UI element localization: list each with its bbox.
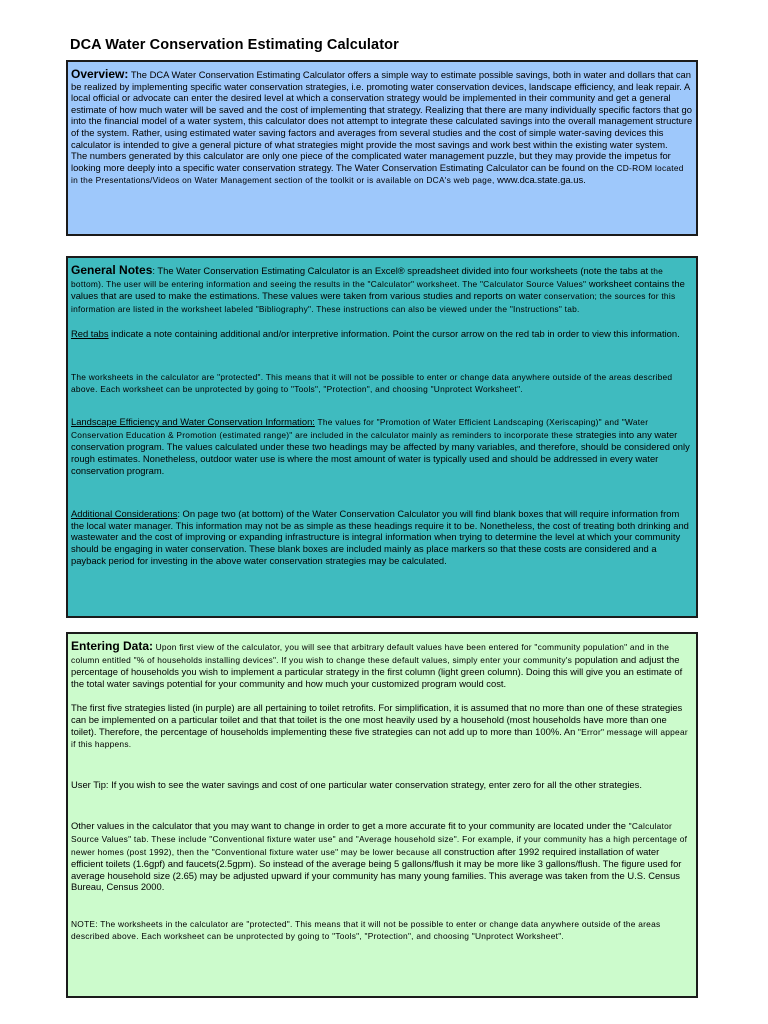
additional-label: Additional Considerations — [71, 508, 178, 520]
notes-text-1a: : The Water Conservation Estimating Calculator is an Excel® spreadsheet divided into four worksheets (note the tabs at — [152, 265, 649, 276]
entering-text-3c: construction after 1992 required installation of water efficient toilets (1.6gpf) and faucets(2.5gpm). So instead of the average being 5 gallons/flush it may be more like 3 gallons/flush. The figure used for average household size (2.65) may be adjusted upward if your community has many young families. This average was taken from the U.S. Census Bureau, Census 2000. — [71, 845, 682, 893]
red-tabs-label: Red tabs — [71, 328, 109, 340]
overview-text-2b: CD-ROM located in the Presentations/Videos on Water Management section of the toolkit or is available on DCA's web page, — [71, 162, 684, 186]
entering-text-1b: population and adjust the percentage of households you wish to implement a particular strategy in the first column (light green column). Doing this will give you an estimate of the total water savings potential for your community and how much your customized program would cost. — [71, 653, 683, 689]
entering-text-3b: "Calculator Source Values" tab. These include "Conventional fixture water use" and "Average household size". For example, if your community has a high percentage of newer homes (post 1992), then the "Conventional fixture water use" may be lower because all — [71, 821, 688, 857]
overview-text-2a: The numbers generated by this calculator are only one piece of the complicated water management puzzle, but they may provide the impetus for looking more deeply into a specific water conservation strategy. The Water Conservation Estimating Calculator can be found on the — [71, 150, 671, 173]
overview-link[interactable]: www.dca.state.ga.us. — [497, 174, 586, 186]
additional-text: : On page two (at bottom) of the Water Conservation Calculator you will find blank boxes that will require information from the local water manager. This information may not be as simple as these headings require it to be. Nonetheless, the cost of treating both drinking and wastewater and the cost of improving or expanding infrastructure is integral information when trying to determine the level at which your community should be engaging in water conservation. These blank boxes are included mainly as place markers so that these costs are considered and a payback period for investing in the above water conservation strategies may be calculated. — [71, 508, 689, 566]
entering-text-2b: "Error" message will appear if this happens. — [71, 726, 688, 750]
entering-user-tip: User Tip: If you wish to see the water savings and cost of one particular water conservation strategy, enter zero for all the other strategies. — [71, 778, 642, 790]
entering-text-3a: Other values in the calculator that you may want to change in order to get a more accurate fit to your community are located under the — [71, 820, 626, 832]
landscape-text-a: The values for "Promotion of Water Efficient Landscaping (Xeriscaping)" and "Water Conservation Education & Promotion (estimated range)" are included in the calculator mainly as reminders to incorporate these — [71, 417, 649, 440]
entering-data-box — [66, 632, 698, 998]
notes-text-1c: worksheet contains the values that are used to make the estimations. These values were taken from various studies and reports on water — [71, 277, 685, 302]
notes-heading: General Notes — [71, 263, 153, 277]
notes-landscape-paragraph — [71, 416, 693, 476]
entering-paragraph-1 — [71, 641, 693, 689]
overview-paragraph — [71, 69, 693, 150]
landscape-label: Landscape Efficiency and Water Conservation Information: — [71, 416, 315, 428]
overview-box — [66, 60, 698, 236]
overview-text: The DCA Water Conservation Estimating Calculator offers a simple way to estimate possible savings, both in water and dollars that can be realized by implementing specific water conservation strategies, i.e. promoting water conservation devices, landscape efficiency, and leak repair. A local official or advocate can enter the desired level at which a conservation strategy would be implemented in their community and get a general estimate of how much water will be saved and the cost of implementing that strategy. Realizing that there are many individually specific factors that go into the financial model of a water system, this calculator does not attempt to integrate these calculated savings into the overall management structure of the system. Rather, using estimated water saving factors and averages from several studies and the cost of simple water-saving devices this calculator is intended to give a general picture of what strategies might provide the most savings and work best within the existing water system. — [71, 69, 693, 150]
entering-note: NOTE: The worksheets in the calculator are "protected". This means that it will not be possible to enter or change data anywhere outside of the areas described above. Each worksheet can be unprotected by going to "Tools", "Protection", and choosing "Unprotect Worksheet". — [71, 918, 661, 941]
entering-paragraph-2 — [71, 702, 693, 750]
notes-text-1b: the bottom). The user will be entering information and seeing the results in the "Calculator" worksheet. The "Calculator Source Values" — [71, 266, 664, 289]
notes-additional-paragraph — [71, 508, 693, 566]
entering-paragraph-3 — [71, 820, 693, 893]
page-title: DCA Water Conservation Estimating Calculator — [70, 37, 399, 53]
entering-heading: Entering Data: — [71, 639, 154, 653]
notes-protected-paragraph: The worksheets in the calculator are "protected". This means that it will not be possible to enter or change data anywhere outside of the areas described above. Each worksheet can be unprotected by going to "Tools", "Protection", and choosing "Unprotect Worksheet". — [71, 371, 673, 394]
notes-paragraph-1 — [71, 265, 693, 315]
entering-text-2a: The first five strategies listed (in purple) are all pertaining to toilet retrofits. For simplification, it is assumed that no more than one of these strategies can be implemented on a particular toilet and that that toilet is the one most heavily used by a household (most households have more than one toilet). Therefore, the percentage of households implementing these five strategies can not add up to more than 100%. An — [71, 702, 683, 737]
notes-text-1d: conservation; the sources for this information are listed in the worksheet labeled "Bibliography". These instructions can also be viewed under the "Instructions" tab. — [71, 291, 676, 314]
notes-red-tabs-paragraph — [71, 328, 693, 340]
overview-heading: Overview: — [71, 67, 129, 81]
red-tabs-text: indicate a note containing additional and/or interpretive information. Point the cursor arrow on the red tab in order to view this information. — [108, 328, 680, 340]
entering-text-1a: Upon first view of the calculator, you will see that arbitrary default values have been entered for "community population" and in the column entitled "% of households installing devices". If you wish to change these default values, simply enter your community's — [71, 642, 670, 665]
overview-paragraph-2 — [71, 150, 693, 187]
landscape-text-b: strategies into any water conservation program. The values calculated under these two headings may be affected by many variables, and therefore, should be considered only rough estimates. Nonetheless, outdoor water use is where the most amount of water is typically used and should be addressed in every water conservation program. — [71, 428, 690, 476]
general-notes-box — [66, 256, 698, 618]
